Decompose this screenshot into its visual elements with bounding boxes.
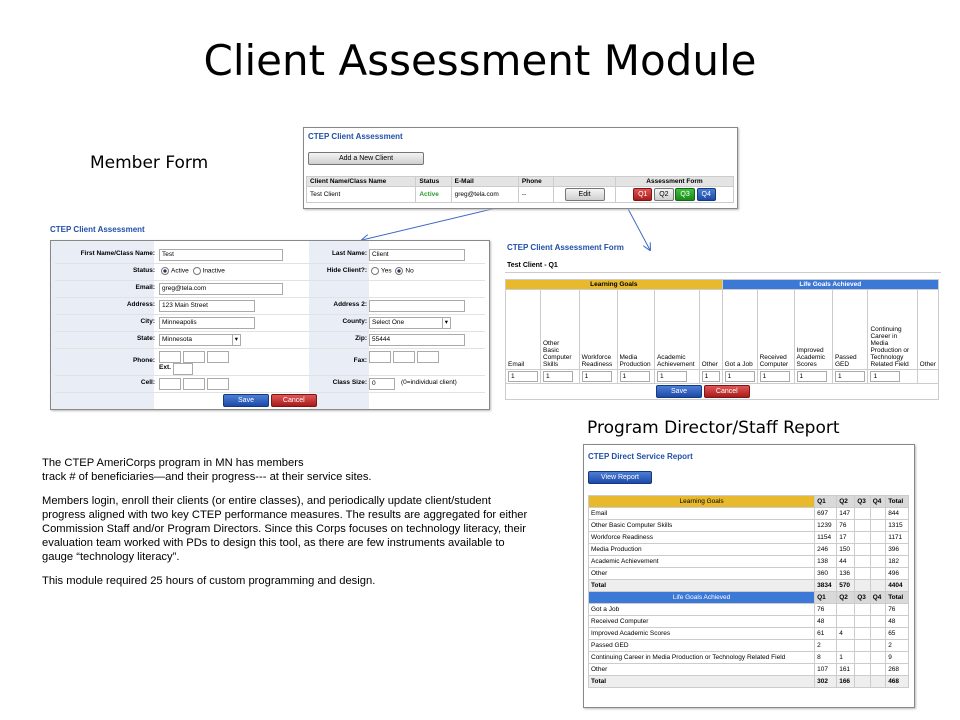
cell-q3 — [855, 628, 871, 640]
assessment-save-button[interactable]: Save — [656, 385, 702, 398]
phone-prefix-field[interactable] — [183, 351, 205, 363]
member-form-caption: Member Form — [90, 153, 209, 173]
ext-label: Ext. — [159, 364, 171, 371]
cell-total: 1171 — [886, 532, 909, 544]
address2-label: Address 2: — [333, 301, 367, 308]
cell-q2: 166 — [837, 676, 855, 688]
cell-q2: 17 — [837, 532, 855, 544]
cell-prefix-field[interactable] — [183, 378, 205, 390]
cell-label: Improved Academic Scores — [589, 628, 815, 640]
cell-label: Continuing Career in Media Production or Technology Related Field — [589, 652, 815, 664]
col-blank — [554, 177, 616, 187]
description-p3: This module required 25 hours of custom programming and design. — [42, 575, 376, 587]
cell-q3 — [855, 676, 871, 688]
cell-q3 — [855, 532, 871, 544]
email-label: Email: — [135, 284, 155, 291]
cell-label: Media Production — [589, 544, 815, 556]
phone-area-field[interactable] — [159, 351, 181, 363]
member-form-panel — [50, 240, 490, 410]
report-table — [588, 495, 909, 688]
first-name-field[interactable]: Test — [159, 249, 283, 261]
cell-q1: 138 — [815, 556, 837, 568]
status-active-radio[interactable] — [161, 267, 169, 275]
email-input[interactable]: 1 — [508, 371, 538, 382]
col-q2: Q2 — [837, 496, 855, 508]
col-q2: Q2 — [837, 592, 855, 604]
cell-q2: 150 — [837, 544, 855, 556]
col-computer: Received Computer — [757, 290, 794, 370]
cell-q3 — [855, 604, 871, 616]
learning-goals-header: Learning Goals — [506, 280, 723, 290]
cell-q1: 246 — [815, 544, 837, 556]
col-scores: Improved Academic Scores — [794, 290, 832, 370]
description-p1: The CTEP AmeriCorps program in MN has members track # of beneficiaries—and their progress--- at their service sites. — [42, 457, 372, 483]
col-q4: Q4 — [870, 496, 886, 508]
col-total: Total — [886, 496, 909, 508]
table-row — [307, 187, 734, 203]
cell-label: Email — [589, 508, 815, 520]
cell-q2 — [837, 640, 855, 652]
cell-label: Total — [589, 580, 815, 592]
cell-q4 — [870, 568, 886, 580]
address2-field[interactable] — [369, 300, 465, 312]
table-row — [589, 652, 909, 664]
first-name-label: First Name/Class Name: — [80, 250, 155, 257]
cell-q2: 1 — [837, 652, 855, 664]
table-row — [589, 628, 909, 640]
cell-q4 — [870, 664, 886, 676]
cell-q2: 76 — [837, 520, 855, 532]
fax-line-field[interactable] — [417, 351, 439, 363]
client-list-panel — [303, 127, 738, 209]
zip-label: Zip: — [355, 335, 367, 342]
fax-area-field[interactable] — [369, 351, 391, 363]
report-panel — [583, 444, 915, 708]
cell-q4 — [870, 616, 886, 628]
cell-q3 — [855, 664, 871, 676]
cell-label: Other — [589, 568, 815, 580]
col-basic-skills: Other Basic Computer Skills — [541, 290, 580, 370]
hide-no-label: No — [405, 267, 414, 275]
cell-total: 268 — [886, 664, 909, 676]
cell-area-field[interactable] — [159, 378, 181, 390]
q2-button[interactable]: Q2 — [654, 188, 673, 201]
city-label: City: — [140, 318, 155, 325]
client-email: greg@tela.com — [451, 187, 518, 203]
email-field[interactable]: greg@tela.com — [159, 283, 283, 295]
cell-q1: 48 — [815, 616, 837, 628]
hide-yes-label: Yes — [381, 267, 392, 275]
class-size-label: Class Size: — [332, 379, 367, 386]
q4-button[interactable]: Q4 — [697, 188, 716, 201]
city-field[interactable]: Minneapolis — [159, 317, 255, 329]
table-row — [589, 556, 909, 568]
cell-q2: 136 — [837, 568, 855, 580]
cell-total: 468 — [886, 676, 909, 688]
cell-label: Received Computer — [589, 616, 815, 628]
hide-client-label: Hide Client?: — [326, 267, 367, 274]
cell-label: Other — [589, 664, 815, 676]
cell-q4 — [870, 508, 886, 520]
col-email: E-Mail — [451, 177, 518, 187]
cell-q4 — [870, 652, 886, 664]
col-email: Email — [506, 290, 541, 370]
table-row — [589, 640, 909, 652]
table-row — [589, 568, 909, 580]
cell-q1: 3834 — [815, 580, 837, 592]
cell-total: 1315 — [886, 520, 909, 532]
client-status: Active — [416, 187, 451, 203]
cell-q1: 697 — [815, 508, 837, 520]
view-report-button[interactable]: View Report — [588, 471, 652, 484]
cell-q3 — [855, 544, 871, 556]
client-list-heading: CTEP Client Assessment — [308, 132, 403, 141]
cell-total: 496 — [886, 568, 909, 580]
chevron-down-icon: ▾ — [442, 318, 450, 328]
basic-skills-input[interactable]: 1 — [543, 371, 573, 382]
cell-total: 182 — [886, 556, 909, 568]
cell-q2: 4 — [837, 628, 855, 640]
cell-q3 — [855, 568, 871, 580]
page-title: Client Assessment Module — [203, 36, 757, 85]
status-inactive-label: Inactive — [202, 267, 225, 275]
col-q3: Q3 — [855, 496, 871, 508]
cell-label: Other Basic Computer Skills — [589, 520, 815, 532]
cell-total: 9 — [886, 652, 909, 664]
section1-header: Learning Goals — [589, 496, 815, 508]
client-name[interactable]: Test Client — [307, 187, 416, 203]
col-media: Media Production — [617, 290, 654, 370]
assessment-form-subheading: Test Client - Q1 — [507, 262, 558, 269]
edit-button[interactable]: Edit — [565, 188, 605, 201]
cell-total: 2 — [886, 640, 909, 652]
fax-label: Fax: — [353, 357, 367, 364]
assessment-cancel-button[interactable]: Cancel — [704, 385, 750, 398]
class-size-note: (0=individual client) — [401, 379, 457, 386]
ged-input[interactable]: 1 — [835, 371, 865, 382]
cell-q1: 61 — [815, 628, 837, 640]
cell-q3 — [855, 652, 871, 664]
cell-q1: 2 — [815, 640, 837, 652]
cell-total: 48 — [886, 616, 909, 628]
member-save-button[interactable]: Save — [223, 394, 269, 407]
zip-field[interactable]: 55444 — [369, 334, 465, 346]
cell-q3 — [855, 508, 871, 520]
county-label: County: — [342, 318, 367, 325]
cell-label: Cell: — [140, 379, 155, 386]
state-select[interactable] — [159, 334, 241, 346]
q1-button[interactable]: Q1 — [633, 188, 652, 201]
workforce-input[interactable]: 1 — [582, 371, 612, 382]
report-caption: Program Director/Staff Report — [587, 418, 840, 438]
add-new-client-button[interactable]: Add a New Client — [308, 152, 424, 165]
col-q1: Q1 — [815, 496, 837, 508]
table-row — [589, 616, 909, 628]
address-field[interactable]: 123 Main Street — [159, 300, 255, 312]
col-status: Status — [416, 177, 451, 187]
cell-q4 — [870, 580, 886, 592]
table-row — [589, 676, 909, 688]
assessment-table — [505, 279, 939, 400]
cell-q1: 1239 — [815, 520, 837, 532]
cell-q4 — [870, 544, 886, 556]
status-label: Status: — [132, 267, 155, 274]
cell-q4 — [870, 532, 886, 544]
col-ged: Passed GED — [832, 290, 868, 370]
cell-q3 — [855, 580, 871, 592]
cell-total: 76 — [886, 604, 909, 616]
col-career: Continuing Career in Media Production or Technology Related Field — [868, 290, 917, 370]
address-label: Address: — [126, 301, 155, 308]
life-goals-header: Life Goals Achieved — [722, 280, 938, 290]
cell-q1: 107 — [815, 664, 837, 676]
county-select[interactable] — [369, 317, 451, 329]
cell-q4 — [870, 676, 886, 688]
hide-yes-radio[interactable] — [371, 267, 379, 275]
cell-q2 — [837, 604, 855, 616]
col-other-life: Other — [917, 290, 938, 370]
cell-q2: 570 — [837, 580, 855, 592]
cell-total: 4404 — [886, 580, 909, 592]
cell-total: 65 — [886, 628, 909, 640]
col-academic: Academic Achievement — [654, 290, 699, 370]
col-client-name: Client Name/Class Name — [307, 177, 416, 187]
table-row — [589, 508, 909, 520]
section2-header: Life Goals Achieved — [589, 592, 815, 604]
cell-q3 — [855, 640, 871, 652]
client-table — [306, 176, 734, 203]
cell-total: 844 — [886, 508, 909, 520]
col-workforce: Workforce Readiness — [579, 290, 617, 370]
state-select-value: Minnesota — [162, 336, 192, 343]
computer-input[interactable]: 1 — [760, 371, 790, 382]
chevron-down-icon: ▾ — [232, 335, 240, 345]
cell-q1: 302 — [815, 676, 837, 688]
cell-q1: 76 — [815, 604, 837, 616]
col-q3: Q3 — [855, 592, 871, 604]
client-phone: -- — [518, 187, 553, 203]
description-p2: Members login, enroll their clients (or entire classes), and periodically update client/student progress aligned with two key CTEP performance measures. The results are aggregated for either Commission Staff and/or Program Directors. Since this Corps focuses on technology literacy, their evaluation team worked with PDs to design this tool, as there are few instruments available to gauge “technology literacy”. — [42, 495, 528, 563]
table-row — [589, 580, 909, 592]
phone-label: Phone: — [132, 357, 155, 364]
cell-q1: 360 — [815, 568, 837, 580]
col-job: Got a Job — [722, 290, 757, 370]
career-input[interactable]: 1 — [870, 371, 900, 382]
other-learning-input[interactable]: 1 — [702, 371, 720, 382]
table-row — [589, 520, 909, 532]
table-row — [589, 532, 909, 544]
cell-label: Academic Achievement — [589, 556, 815, 568]
class-size-field[interactable]: 0 — [369, 378, 395, 390]
cell-q2: 161 — [837, 664, 855, 676]
fax-prefix-field[interactable] — [393, 351, 415, 363]
table-row — [589, 604, 909, 616]
cell-q2 — [837, 616, 855, 628]
cell-q4 — [870, 556, 886, 568]
col-total: Total — [886, 592, 909, 604]
cell-q3 — [855, 616, 871, 628]
academic-input[interactable]: 1 — [657, 371, 687, 382]
col-phone: Phone — [518, 177, 553, 187]
last-name-label: Last Name: — [331, 250, 367, 257]
member-form-heading: CTEP Client Assessment — [50, 225, 145, 234]
hide-no-radio[interactable] — [395, 267, 403, 275]
col-q1: Q1 — [815, 592, 837, 604]
cell-line-field[interactable] — [207, 378, 229, 390]
cell-q1: 8 — [815, 652, 837, 664]
q3-button[interactable]: Q3 — [675, 188, 694, 201]
member-cancel-button[interactable]: Cancel — [271, 394, 317, 407]
county-select-value: Select One — [372, 319, 405, 326]
cell-q3 — [855, 520, 871, 532]
last-name-field[interactable]: Client — [369, 249, 465, 261]
cell-q3 — [855, 556, 871, 568]
cell-q4 — [870, 520, 886, 532]
cell-q4 — [870, 640, 886, 652]
table-row — [589, 544, 909, 556]
cell-label: Total — [589, 676, 815, 688]
cell-label: Workforce Readiness — [589, 532, 815, 544]
phone-line-field[interactable] — [207, 351, 229, 363]
media-input[interactable]: 1 — [620, 371, 650, 382]
cell-q2: 147 — [837, 508, 855, 520]
cell-total: 396 — [886, 544, 909, 556]
cell-q4 — [870, 628, 886, 640]
cell-q2: 44 — [837, 556, 855, 568]
phone-ext-field[interactable] — [173, 363, 193, 375]
cell-q4 — [870, 604, 886, 616]
assessment-form-heading: CTEP Client Assessment Form — [507, 243, 624, 252]
report-heading: CTEP Direct Service Report — [588, 452, 693, 461]
status-active-label: Active — [171, 267, 189, 275]
job-input[interactable]: 1 — [725, 371, 755, 382]
scores-input[interactable]: 1 — [797, 371, 827, 382]
col-other-learning: Other — [699, 290, 722, 370]
cell-label: Passed GED — [589, 640, 815, 652]
cell-label: Got a Job — [589, 604, 815, 616]
table-row — [589, 664, 909, 676]
status-inactive-radio[interactable] — [193, 267, 201, 275]
description — [42, 456, 532, 598]
state-label: State: — [136, 335, 155, 342]
cell-q1: 1154 — [815, 532, 837, 544]
col-assessment-form: Assessment Form — [615, 177, 733, 187]
col-q4: Q4 — [870, 592, 886, 604]
